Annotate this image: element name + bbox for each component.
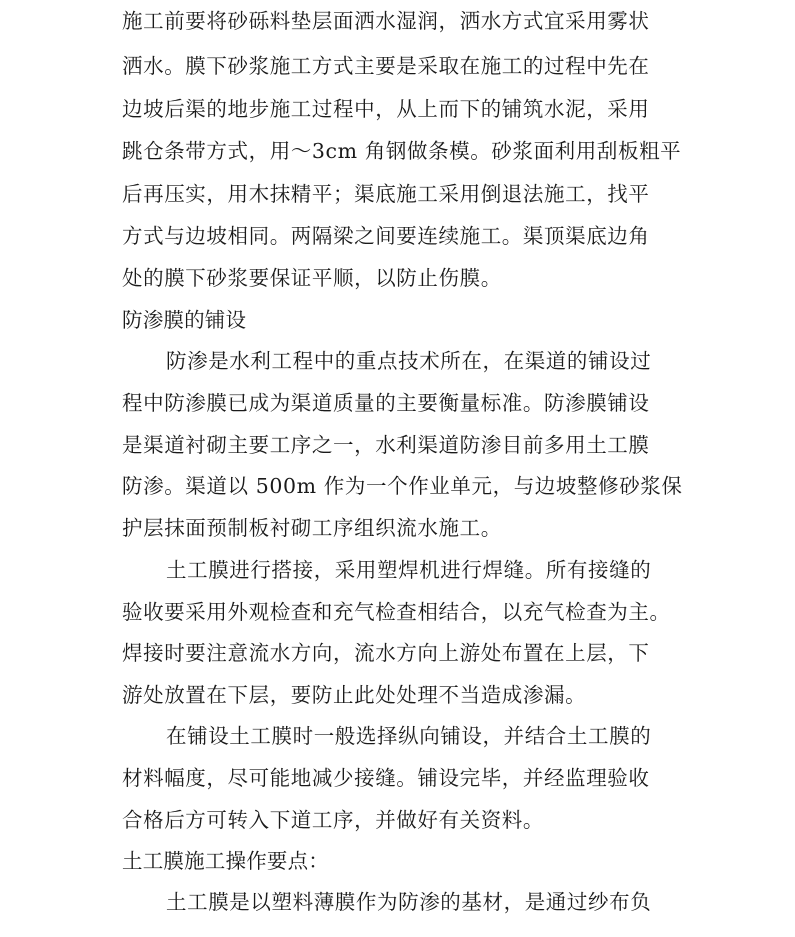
paragraph-4-line: 在铺设土工膜时一般选择纵向铺设，并结合土工膜的 <box>166 724 652 748</box>
paragraph-1-line: 跳仓条带方式，用～3cm 角钢做条模。砂浆面利用刮板粗平 <box>122 139 682 163</box>
paragraph-3-line: 验收要采用外观检查和充气检查相结合，以充气检查为主。 <box>122 600 671 624</box>
paragraph-2-line: 是渠道衬砌主要工序之一，水利渠道防渗目前多用土工膜 <box>122 433 650 457</box>
section-heading: 土工膜施工操作要点： <box>122 849 329 873</box>
paragraph-1-line: 处的膜下砂浆要保证平顺，以防止伤膜。 <box>122 266 502 290</box>
paragraph-1-line: 施工前要将砂砾料垫层面洒水湿润，洒水方式宜采用雾状 <box>122 9 650 33</box>
section-heading: 防渗膜的铺设 <box>122 308 247 332</box>
paragraph-2-line: 程中防渗膜已成为渠道质量的主要衡量标准。防渗膜铺设 <box>122 391 650 415</box>
paragraph-3-line: 土工膜进行搭接，采用塑焊机进行焊缝。所有接缝的 <box>166 558 652 582</box>
paragraph-5-line: 土工膜是以塑料薄膜作为防渗的基材，是通过纱布负 <box>166 890 652 914</box>
paragraph-4-line: 材料幅度，尽可能地减少接缝。铺设完毕，并经监理验收 <box>122 766 650 790</box>
paragraph-1-line: 边坡后渠的地步施工过程中，从上而下的铺筑水泥，采用 <box>122 97 650 121</box>
paragraph-1-line: 洒水。膜下砂浆施工方式主要是采取在施工的过程中先在 <box>122 54 650 78</box>
paragraph-1-line: 后再压实，用木抹精平；渠底施工采用倒退法施工，找平 <box>122 182 650 206</box>
paragraph-4-line: 合格后方可转入下道工序，并做好有关资料。 <box>122 808 544 832</box>
paragraph-2-line: 防渗是水利工程中的重点技术所在，在渠道的铺设过 <box>166 349 652 373</box>
paragraph-2-line: 防渗。渠道以 500m 作为一个作业单元，与边坡整修砂浆保 <box>122 474 683 498</box>
paragraph-3-line: 焊接时要注意流水方向，流水方向上游处布置在上层，下 <box>122 641 650 665</box>
paragraph-2-line: 护层抹面预制板衬砌工序组织流水施工。 <box>122 516 502 540</box>
paragraph-3-line: 游处放置在下层，要防止此处处理不当造成渗漏。 <box>122 683 587 707</box>
paragraph-1-line: 方式与边坡相同。两隔梁之间要连续施工。渠顶渠底边角 <box>122 224 650 248</box>
